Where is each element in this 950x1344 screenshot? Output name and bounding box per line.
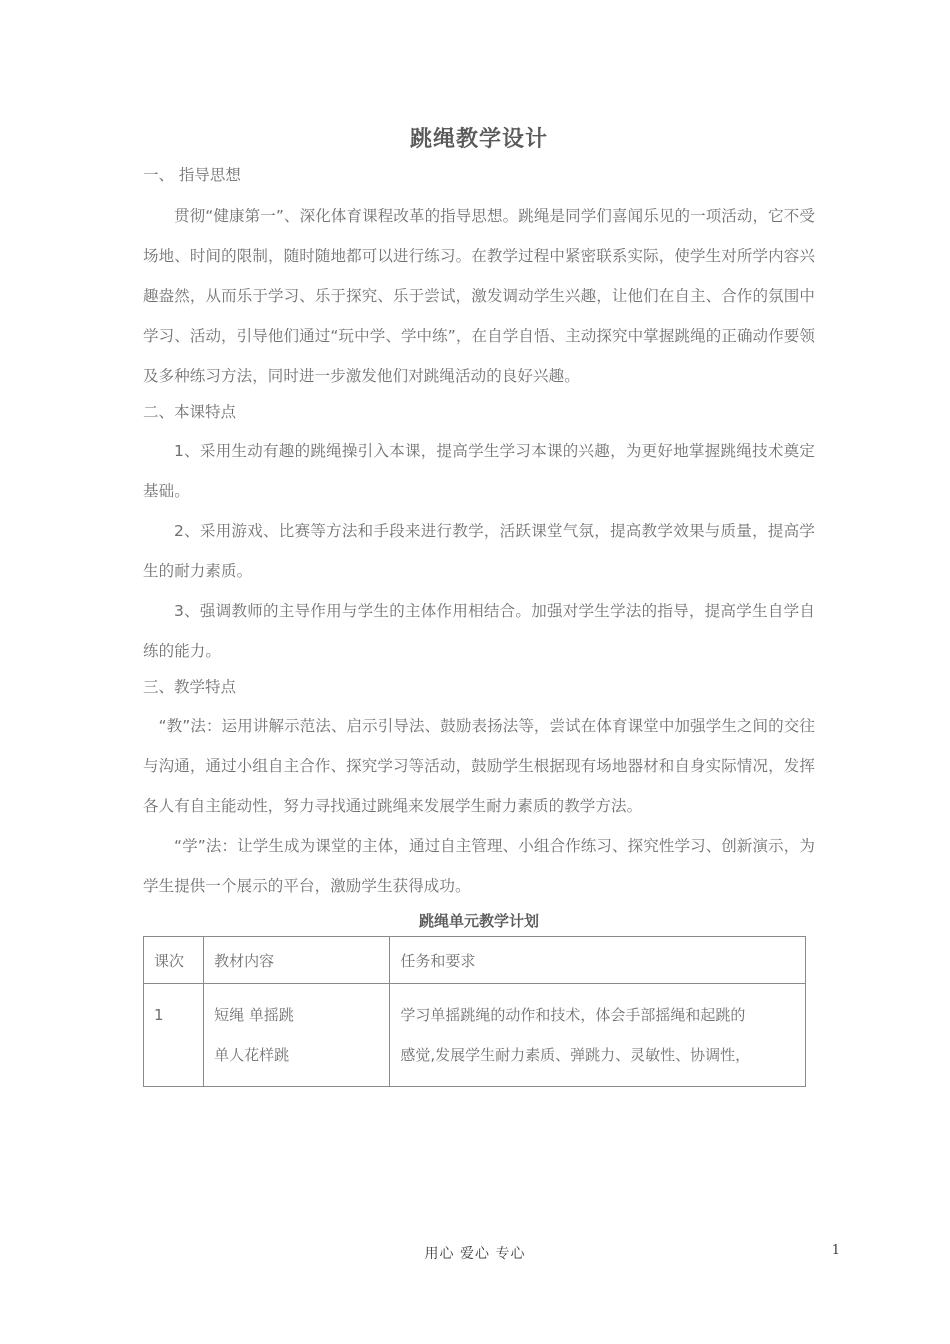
table-header-cell-lesson xyxy=(144,937,204,984)
unit-plan-table xyxy=(143,936,806,1087)
section-heading-3: 三、教学特点 xyxy=(143,678,237,696)
document-content xyxy=(143,0,815,1087)
table-header-cell-task xyxy=(390,937,806,984)
section-3-paragraph-1: “教”法：运用讲解示范法、启示引导法、鼓励表扬法等，尝试在体育课堂中加强学生之间的交往与沟通，通过小组自主合作、探究学习等活动，鼓励学生根据现有场地器材和自身实际情况，发挥各人有自主能动性，努力寻找通过跳绳来发展学生耐力素质的教学方法。 xyxy=(143,717,815,815)
page-title: 跳绳教学设计 xyxy=(409,127,548,152)
footer-page-number: 1 xyxy=(831,1243,840,1258)
table-header-row xyxy=(144,937,806,984)
footer-slogan: 用心 爱心 专心 xyxy=(424,1246,526,1262)
section-3-paragraph-2: “学”法：让学生成为课堂的主体，通过自主管理、小组合作练习、探究性学习、创新演示，为学生提供一个展示的平台，激励学生获得成功。 xyxy=(143,837,815,895)
table-header-lesson-label: 课次 xyxy=(154,952,185,970)
section-2-paragraph-1: 1、采用生动有趣的跳绳操引入本课，提高学生学习本课的兴趣，为更好地掌握跳绳技术奠定基础。 xyxy=(143,442,815,500)
table-cell-task xyxy=(390,984,806,1087)
section-1-paragraph-1: 贯彻“健康第一”、深化体育课程改革的指导思想。跳绳是同学们喜闻乐见的一项活动，它不受场地、时间的限制，随时随地都可以进行练习。在教学过程中紧密联系实际，使学生对所学内容兴趣盎然，从而乐于学习、乐于探究、乐于尝试，激发调动学生兴趣，让他们在自主、合作的氛围中学习、活动，引导他们通过“玩中学、学中练”，在自学自悟、主动探究中掌握跳绳的正确动作要领及多种练习方法，同时进一步激发他们对跳绳活动的良好兴趣。 xyxy=(143,207,815,385)
table-cell-task-line-2: 感觉,发展学生耐力素质、弹跳力、灵敏性、协调性， xyxy=(400,1046,751,1064)
table-cell-content-line-2: 单人花样跳 xyxy=(214,1046,290,1064)
table-caption: 跳绳单元教学计划 xyxy=(418,912,539,930)
page-footer xyxy=(0,1243,950,1267)
section-heading-2: 二、本课特点 xyxy=(143,403,237,421)
table-cell-content xyxy=(204,984,390,1087)
table-cell-content-line-1: 短绳 单摇跳 xyxy=(214,1006,294,1024)
table-header-content-label: 教材内容 xyxy=(214,952,275,970)
table-header-cell-content xyxy=(204,937,390,984)
table-cell-task-line-1: 学习单摇跳绳的动作和技术，体会手部摇绳和起跳的 xyxy=(400,1006,746,1024)
table-cell-lesson-value: 1 xyxy=(154,1006,164,1024)
section-2-paragraph-3: 3、强调教师的主导作用与学生的主体作用相结合。加强对学生学法的指导，提高学生自学自练的能力。 xyxy=(143,602,815,660)
table-header-task-label: 任务和要求 xyxy=(400,952,476,970)
section-2-paragraph-2: 2、采用游戏、比赛等方法和手段来进行教学，活跃课堂气氛，提高教学效果与质量，提高学生的耐力素质。 xyxy=(143,522,815,580)
table-cell-lesson xyxy=(144,984,204,1087)
table-row xyxy=(144,984,806,1087)
section-heading-1: 一、 指导思想 xyxy=(143,166,241,184)
